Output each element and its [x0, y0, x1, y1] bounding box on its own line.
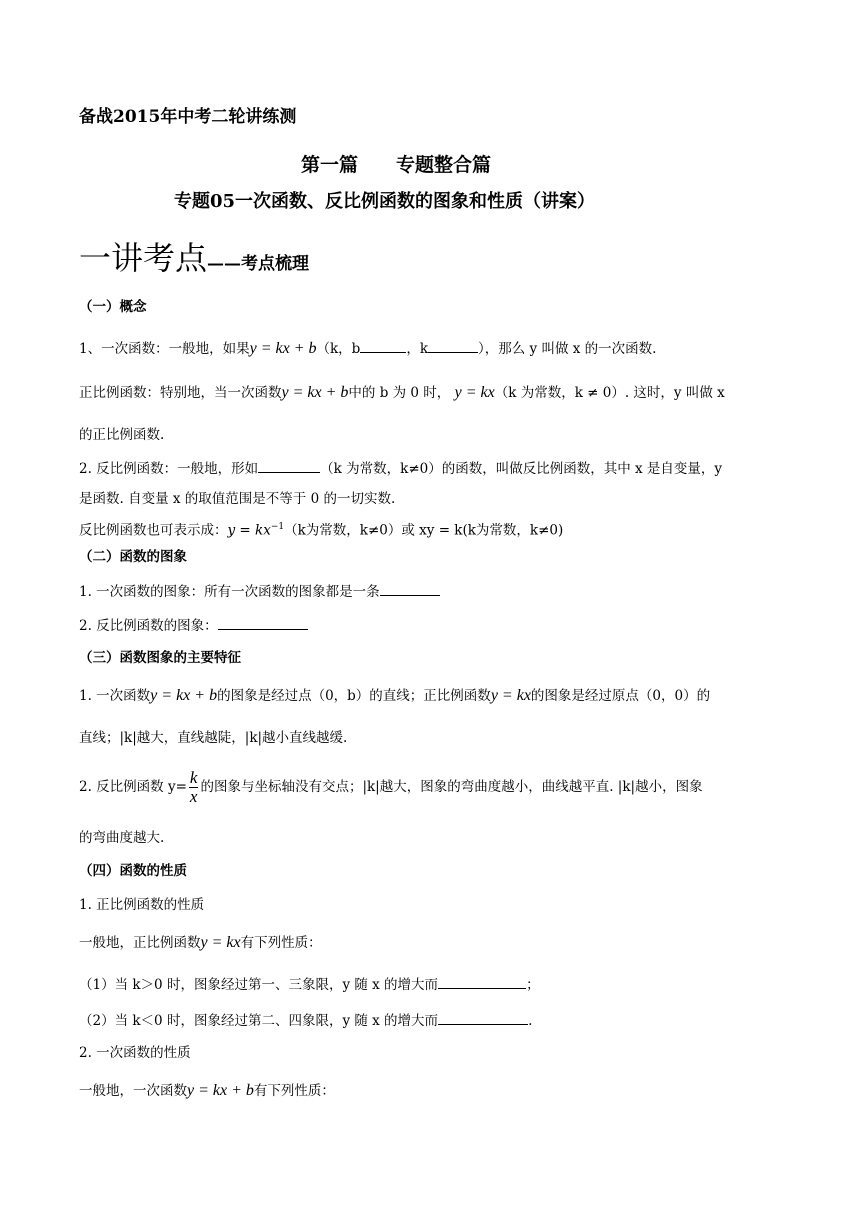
s1-line5: 是函数. 自变量 x 的取值范围是不等于 0 的一切实数. — [79, 491, 396, 507]
top-line: 备战2015年中考二轮讲练测 — [79, 107, 297, 127]
s4-line6: 一般地，一次函数y = kx + b有下列性质： — [79, 1082, 335, 1099]
s3-line4: 的弯曲度越大. — [79, 830, 165, 846]
blank — [438, 1010, 528, 1025]
s3-heading: （三）函数图象的主要特征 — [79, 650, 241, 666]
part-title: 专题整合篇 — [396, 154, 492, 176]
blank — [428, 338, 478, 353]
fraction-k-over-x: $\frac{k}{x}$ — [189, 768, 198, 806]
s1-heading: （一）概念 — [79, 299, 147, 315]
formula-y-kx: y = kx — [200, 934, 241, 951]
s4-line5: 2. 一次函数的性质 — [79, 1045, 191, 1061]
s1-line1: 1、一次函数：一般地，如果y = kx + b（k，b ，k ），那么 y 叫做 x 的一次函数. — [79, 340, 657, 357]
s4-line2: 一般地，正比例函数y = kx有下列性质： — [79, 934, 322, 951]
s2-heading: （二）函数的图象 — [79, 549, 187, 565]
s3-line1: 1. 一次函数y = kx + b的图象是经过点（0，b）的直线；正比例函数y = kx的图象是经过原点（0，0）的 — [79, 687, 711, 704]
formula-y-kx-b: y = kx + b — [187, 1082, 254, 1099]
s4-heading: （四）函数的性质 — [79, 863, 187, 879]
s4-line3: （1）当 k＞0 时，图象经过第一、三象限，y 随 x 的增大而 ； — [79, 974, 540, 994]
section-title-sub: ——考点梳理 — [207, 254, 310, 274]
blank — [218, 615, 308, 630]
formula-y-kx-b: y = kx + b — [281, 384, 349, 401]
topic-title: 专题05一次函数、反比例函数的图象和性质（讲案） — [174, 191, 596, 212]
section-title — [79, 238, 309, 285]
s1-line4: 2. 反比例函数：一般地，形如 （k 为常数，k≠0）的函数，叫做反比例函数，其中 x 是自变量，y — [79, 458, 722, 478]
formula-y-kx: y = kx — [490, 687, 531, 704]
formula-y-kx-b: y = kx + b — [150, 687, 218, 704]
s3-line3: 2. 反比例函数 y= $\frac{k}{x}$ 的图象与坐标轴没有交点；|k|越大，图象的弯曲度越小，曲线越平直. |k|越小，图象 — [79, 768, 703, 806]
blank — [380, 581, 440, 596]
s1-line6: 反比例函数也可表示成：$y = kx^{-1}(k$为常数，k≠0）或 xy = k(k为常数，k≠0) — [79, 522, 564, 539]
blank — [258, 458, 320, 473]
formula-y-kx: y = kx — [454, 384, 495, 401]
formula-y-kx-inverse: y = kx — [227, 522, 271, 539]
part-label: 第一篇 — [301, 154, 359, 176]
section-title-main: 一讲考点 — [79, 239, 208, 277]
s2-line2: 2. 反比例函数的图象： — [79, 615, 308, 635]
s4-line1: 1. 正比例函数的性质 — [79, 897, 205, 913]
blank — [438, 974, 526, 989]
blank — [360, 338, 406, 353]
s1-line3: 的正比例函数. — [79, 427, 165, 443]
s4-line4: （2）当 k＜0 时，图象经过第二、四象限，y 随 x 的增大而 . — [79, 1010, 532, 1030]
formula-y-kx-b: y = kx + b — [249, 340, 317, 357]
s2-line1: 1. 一次函数的图象：所有一次函数的图象都是一条 — [79, 581, 440, 601]
s3-line2: 直线；|k|越大，直线越陡，|k|越小直线越缓. — [79, 730, 348, 746]
part-heading — [301, 153, 491, 177]
s1-line2: 正比例函数：特别地，当一次函数y = kx + b中的 b 为 0 时， y = kx（k 为常数，k ≠ 0）. 这时，y 叫做 x — [79, 384, 725, 401]
